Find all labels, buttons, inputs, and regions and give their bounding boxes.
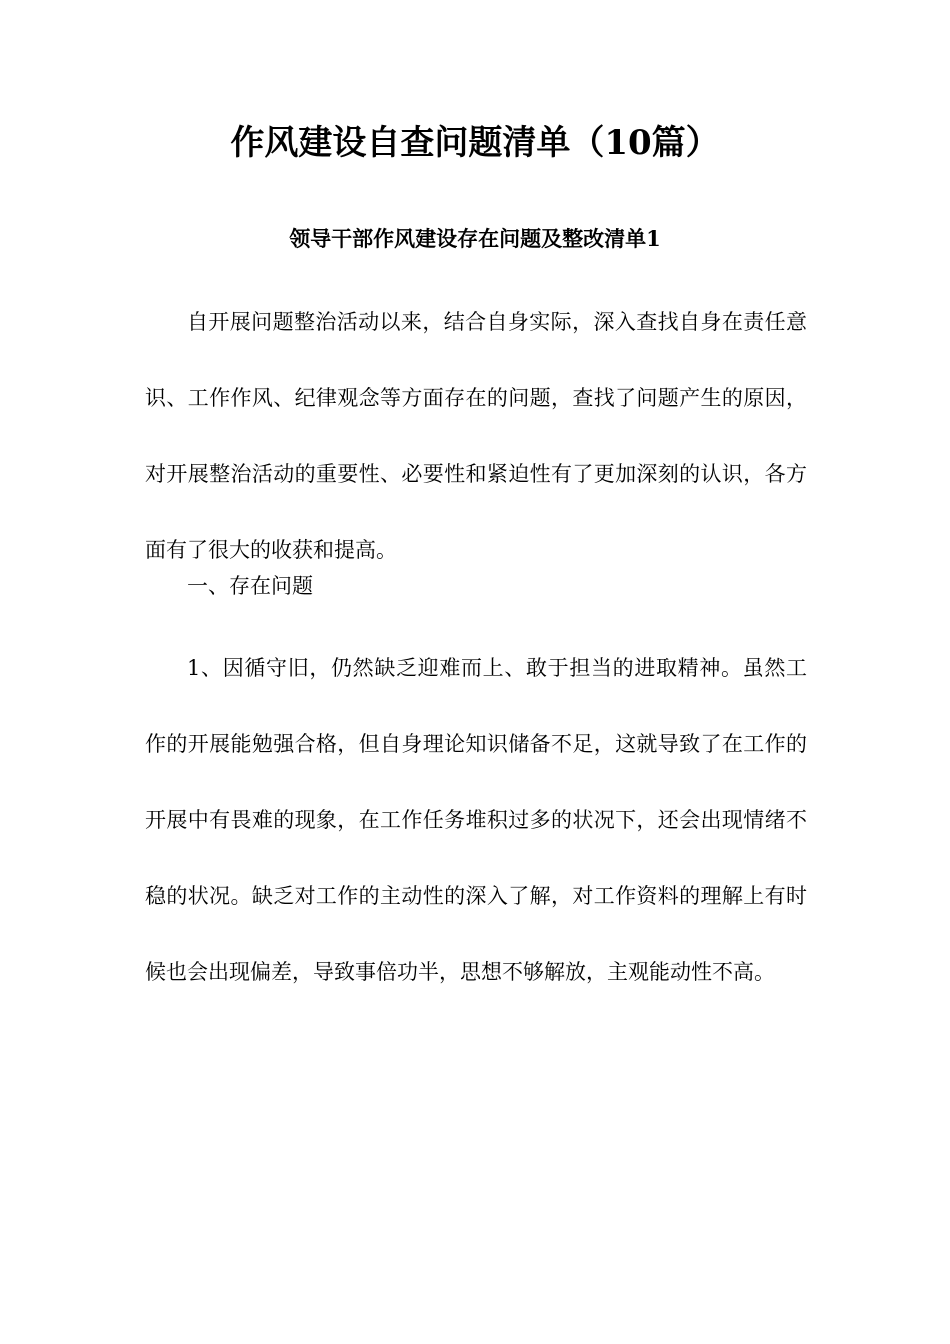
intro-paragraph: 自开展问题整治活动以来，结合自身实际，深入查找自身在责任意识、工作作风、纪律观念等方面存在的问题，查找了问题产生的原因，对开展整治活动的重要性、必要性和紧迫性有了更加深刻的认识，各方面有了很大的收获和提高。 <box>145 310 807 562</box>
document-title: 作风建设自查问题清单（10篇） <box>230 123 720 163</box>
section-subtitle: 领导干部作风建设存在问题及整改清单1 <box>289 226 661 251</box>
section-heading-problems: 一、存在问题 <box>187 574 313 598</box>
problem-paragraph-1: 1、因循守旧，仍然缺乏迎难而上、敢于担当的进取精神。虽然工作的开展能勉强合格，但自身理论知识储备不足，这就导致了在工作的开展中有畏难的现象，在工作任务堆积过多的状况下，还会出现情绪不稳的状况。缺乏对工作的主动性的深入了解，对工作资料的理解上有时候也会出现偏差，导致事倍功半，思想不够解放，主观能动性不高。 <box>145 656 807 984</box>
